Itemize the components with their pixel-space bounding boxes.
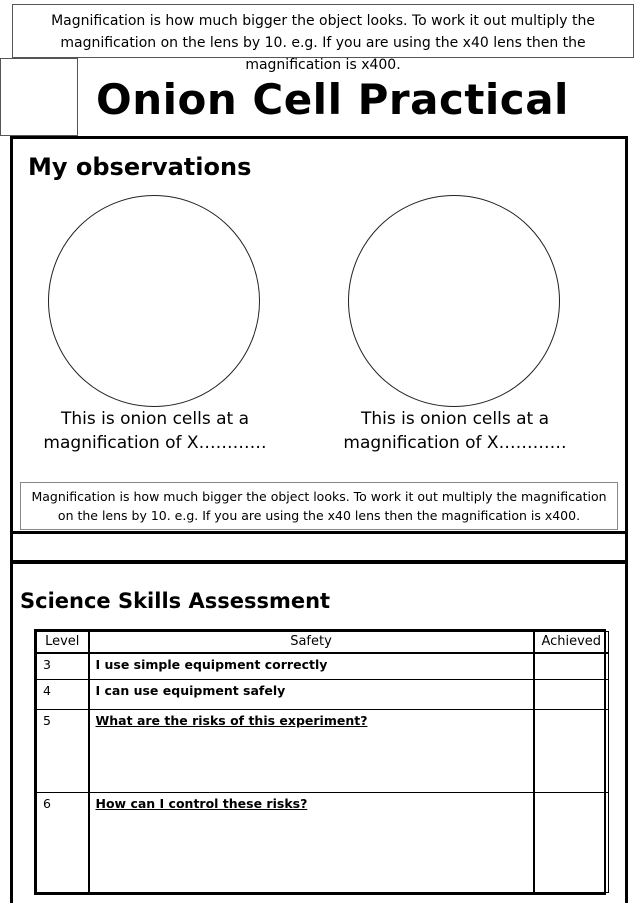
corner-box	[0, 58, 78, 136]
inner-note-text: Magnification is how much bigger the object looks. To work it out multiply the magnification on the lens by 10. e.g. If you are using the x40 lens then the magnification is x400.	[31, 489, 607, 523]
observations-heading: My observations	[28, 153, 252, 181]
row-level: 3	[37, 653, 89, 680]
column-header-achieved: Achieved	[534, 632, 609, 653]
observation-circle-right[interactable]	[348, 195, 560, 407]
row-skill: I use simple equipment correctly	[89, 653, 534, 680]
right-caption-line1: This is onion cells at a	[360, 409, 550, 429]
assessment-heading: Science Skills Assessment	[20, 589, 331, 613]
row-skill: What are the risks of this experiment?	[89, 710, 534, 793]
column-header-level: Level	[37, 632, 89, 653]
observation-circle-left[interactable]	[48, 195, 260, 407]
skills-table	[36, 631, 609, 893]
table-row	[37, 793, 609, 893]
left-caption	[20, 407, 290, 459]
row-level: 6	[37, 793, 89, 893]
row-skill: I can use equipment safely	[89, 680, 534, 710]
table-row	[37, 710, 609, 793]
skills-table-wrap	[34, 629, 606, 895]
row-achieved-cell[interactable]	[534, 710, 609, 793]
table-header-row	[37, 632, 609, 653]
column-header-safety: Safety	[89, 632, 534, 653]
page-title: Onion Cell Practical	[96, 75, 569, 124]
table-row	[37, 680, 609, 710]
table-row	[37, 653, 609, 680]
row-achieved-cell[interactable]	[534, 793, 609, 893]
top-note-box	[12, 4, 634, 73]
spacer-box	[10, 531, 628, 563]
inner-note-box	[20, 482, 618, 530]
top-note-text: Magnification is how much bigger the object looks. To work it out multiply the magnification on the lens by 10. e.g. If you are using the x40 lens then the magnification is x400.	[51, 13, 595, 73]
left-caption-line2[interactable]: magnification of X…………	[43, 433, 267, 453]
row-skill: How can I control these risks?	[89, 793, 534, 893]
right-caption	[320, 407, 590, 459]
row-achieved-cell[interactable]	[534, 680, 609, 710]
left-caption-line1: This is onion cells at a	[60, 409, 250, 429]
row-level: 4	[37, 680, 89, 710]
row-achieved-cell[interactable]	[534, 653, 609, 680]
row-level: 5	[37, 710, 89, 793]
right-caption-line2[interactable]: magnification of X…………	[343, 433, 567, 453]
